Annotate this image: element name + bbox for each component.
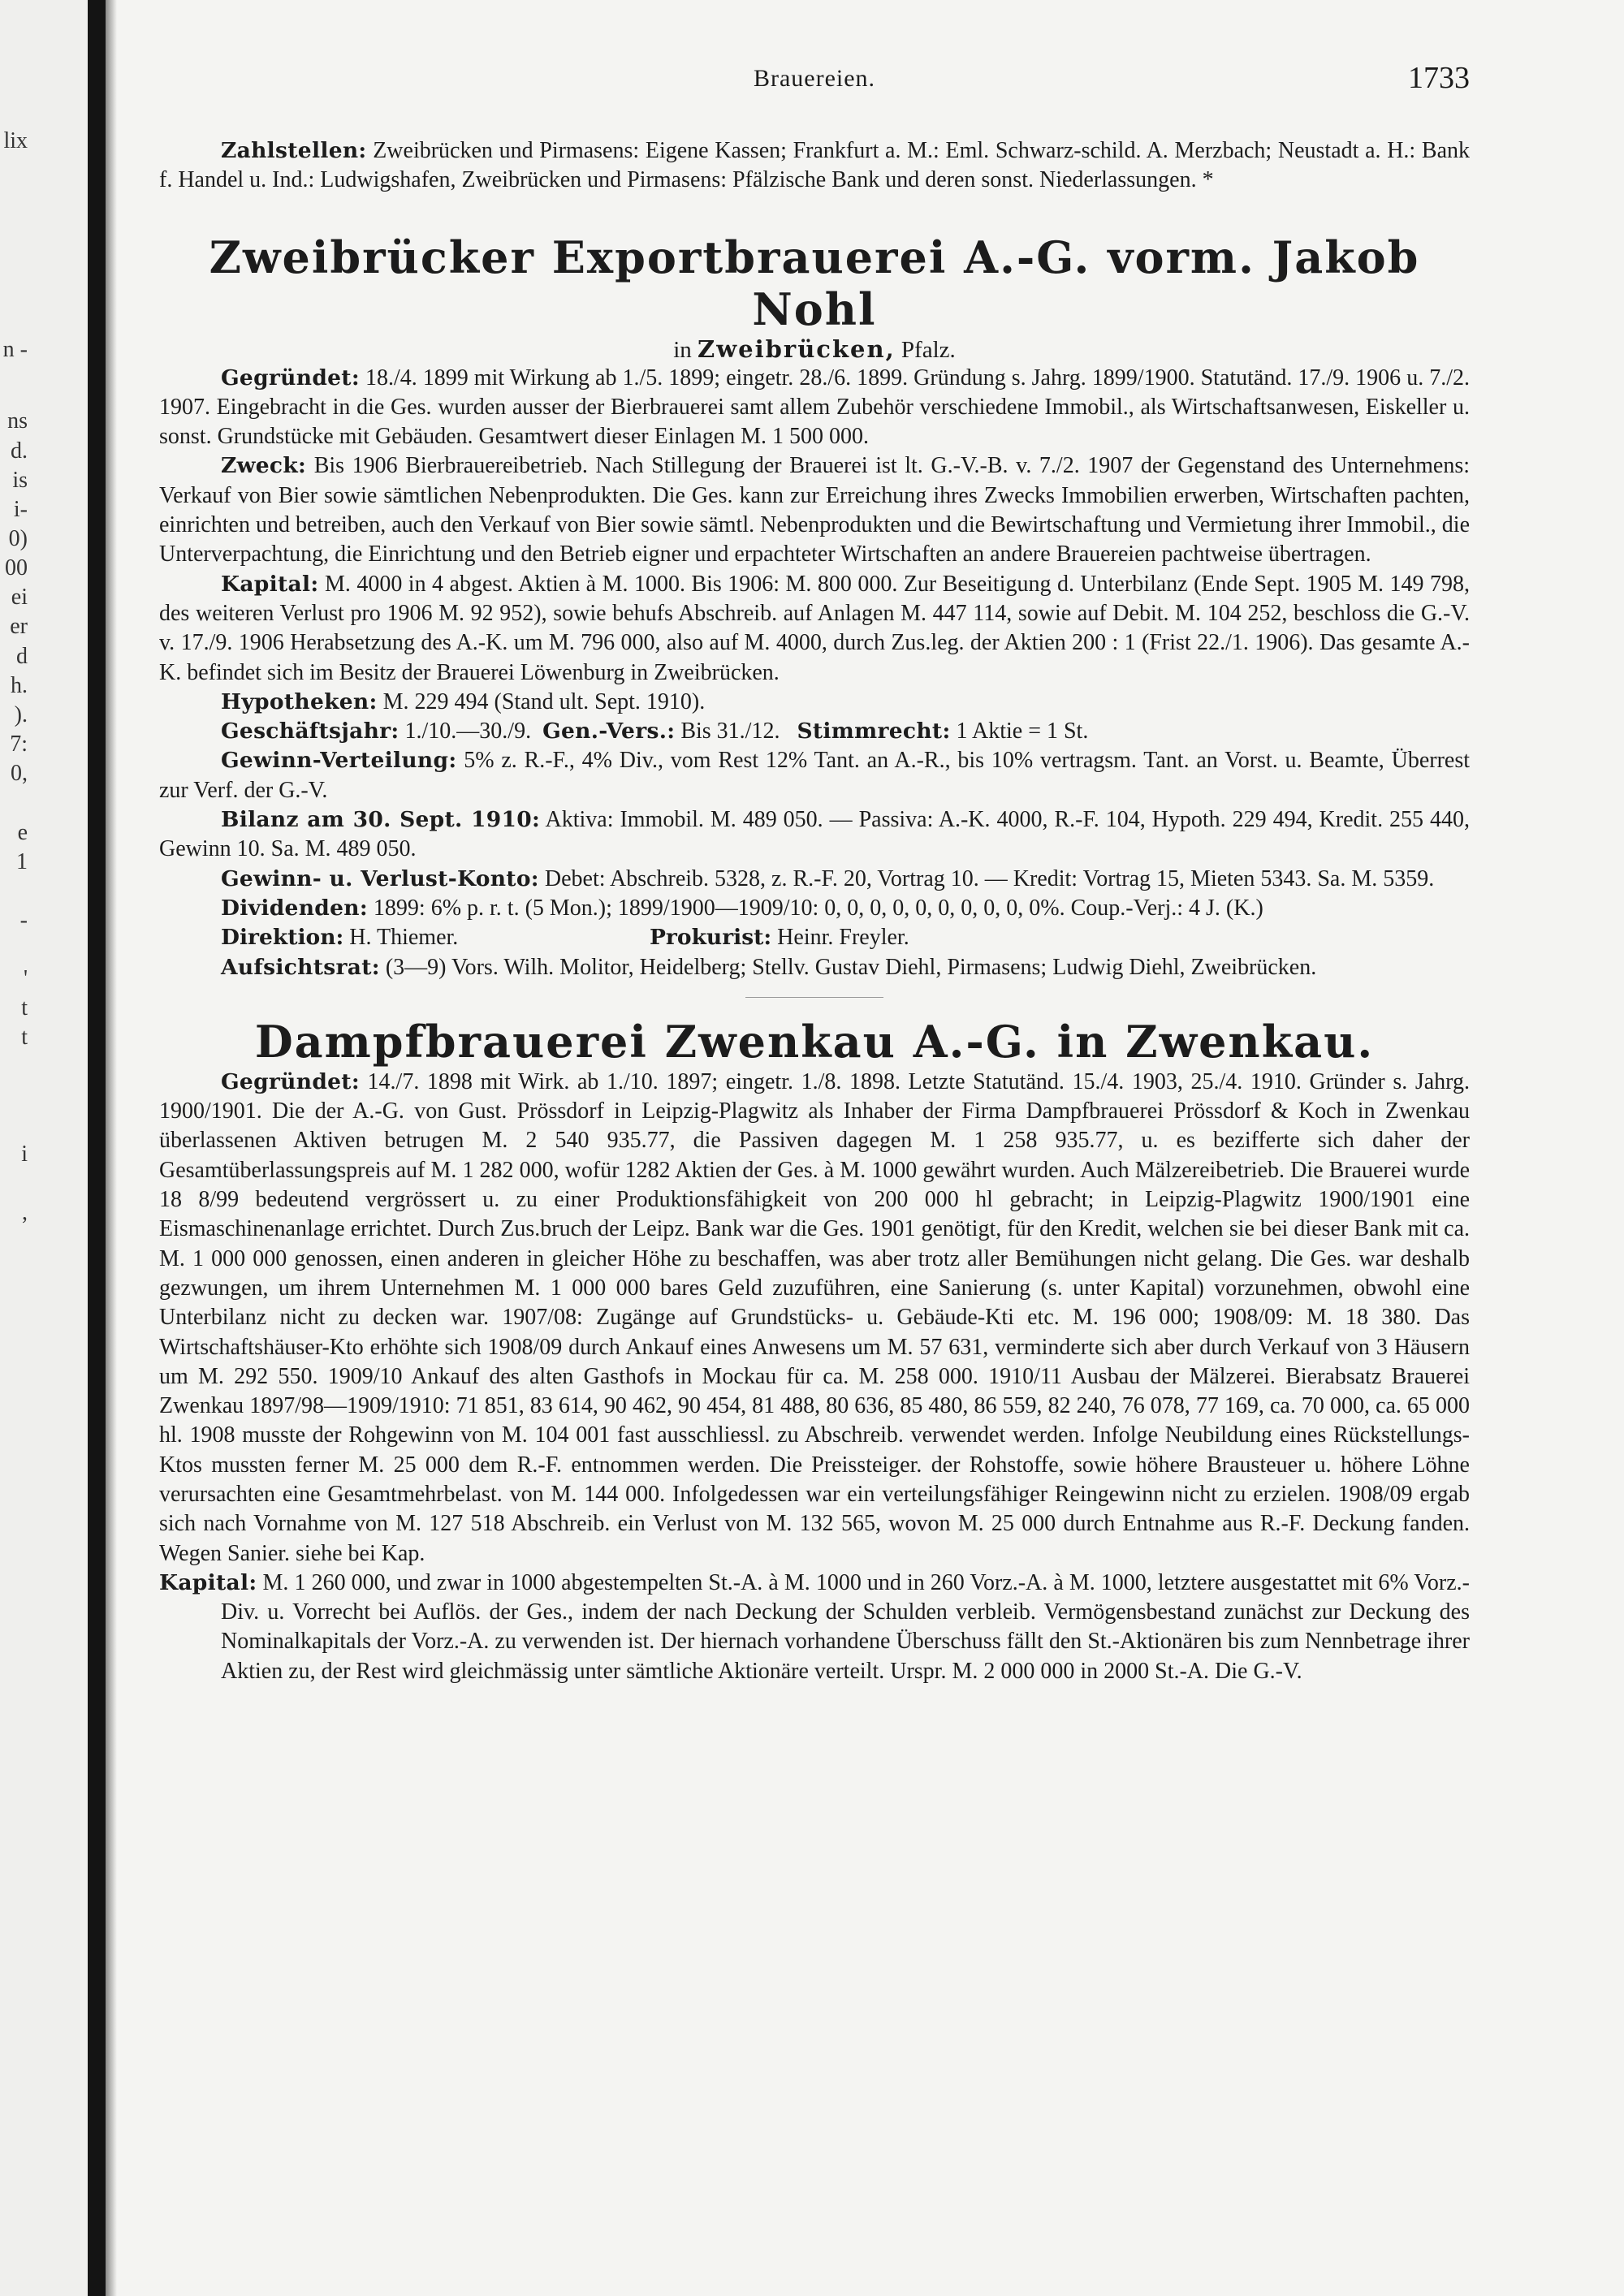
prokurist-column [650,923,909,952]
entry-label: Dividenden: [221,895,368,921]
entry-label: Stimmrecht: [797,719,951,744]
entry-label: Gegründet: [221,365,360,391]
direktion-column [221,923,650,952]
entry-text: 14./7. 1898 mit Wirk. ab 1./10. 1897; eingetr. 1./8. 1898. Letzte Statutänd. 15./4. 1903, 25./4. 1910. Gründer s. Jahrg. 1900/1901. Die der A.-G. von Gust. Prössdorf in Leipzig-Plagwitz als Inhaber der Firma Dampfbrauerei Prössdorf & Koch in Zwenkau überlassenen Aktiven betrugen M. 2 540 935.77, die Passiven dagegen M. 1 258 935.77, u. es bezifferte sich daher der Gesamtüberlassungspreis auf M. 1 282 000, wofür 1282 Aktien der Ges. à M. 1000 gewährt wurden. Auch Mälzereibetrieb. Die Brauerei wurde 18 8/99 bedeutend vergrössert u. zu einer Produktionsfähigkeit von 200 000 hl gebracht; in Leipzig-Plagwitz 1900/1901 eine Eismaschinenanlage errichtet. Durch Zus.bruch der Leipz. Bank war die Ges. 1901 genötigt, für den Kredit, welchen sie bei dieser Bank mit ca. M. 1 000 000 genossen, einen anderen in gleicher Höhe zu beschaffen, was aber trotz aller Bemühungen nicht gelang. Die Ges. war deshalb gezwungen, um ihrem Unternehmen M. 1 000 000 bares Geld zuzuführen, eine Sanierung (s. unter Kapital) vorzunehmen, obwohl eine Unterbilanz nicht zu decken war. 1907/08: Zugänge auf Grundstücks- u. Gebäude-Kti etc. M. 196 000; 1908/09: M. 18 380. Das Wirtschaftshäuser-Kto erhöhte sich 1908/09 durch Ankauf eines Anwesens um M. 57 631, verminderte sich aber durch Verkauf von 3 Häusern um M. 292 550. 1909/10 Ankauf des alten Gasthofs in Mockau für ca. M. 258 000. 1910/11 Ausbau der Mälzerei. Bierabsatz Brauerei Zwenkau 1897/98—1909/1910: 71 851, 83 614, 90 462, 90 454, 81 488, 80 636, 85 480, 86 559, 82 240, 76 078, 77 169, ca. 70 000, ca. 65 000 hl. 1908 musste der Rohgewinn von M. 104 001 fast ausschliessl. zu Abschreib. verwendet werden. Infolge Neubildung eines Rückstellungs-Ktos mussten ferner M. 25 000 dem R.-F. entnommen werden. Die Preissteiger. der Rohstoffe, sowie höhere Brausteuer u. höhere Löhne verursachten eine Gesamtmehrbelast. von M. 144 000. Infolgedessen war ein verteilungsfähiger Reingewinn nicht zu erzielen. 1908/09 ergab sich nach Vornahme von M. 127 518 Abschreib. ein Verlust von M. 132 565, wovon M. 25 000 durch Entnahme aus R.-F. Deckung fanden. Wegen Sanier. siehe bei Kap. [159,1068,1470,1566]
running-head [159,61,1470,101]
margin-fragment: d. [11,438,28,464]
gegruendet-entry [159,364,1470,452]
entry-label: Kapital: [221,571,319,597]
entry-label: Gewinn- u. Verlust-Konto: [221,865,539,891]
entry-text: M. 4000 in 4 abgest. Aktien à M. 1000. Bis 1906: M. 800 000. Zur Beseitigung d. Unterbilanz (Ende Sept. 1905 M. 149 798, des weiteren Verlust pro 1906 M. 92 952), sowie behufs Abschreib. auf Anlagen M. 447 114, sowie auf Debit. M. 104 252, beschloss die G.-V. v. 17./9. 1906 Herabsetzung des A.-K. um M. 796 000, also auf M. 4000, durch Zus.leg. der Aktien 200 : 1 (Frist 22./1. 1906). Das gesamte A.-K. befindet sich im Besitz der Brauerei Löwenburg in Zweibrücken. [159,571,1470,685]
entry-label: Gegründet: [221,1068,360,1094]
entry-label: Kapital: [159,1569,257,1595]
company-title: Zweibrücker Exportbrauerei A.-G. vorm. Jakob Nohl [209,231,1420,335]
page-number: 1733 [1408,61,1470,95]
running-title: Brauereien. [753,65,876,92]
entry-text: 1899: 6% p. r. t. (5 Mon.); 1899/1900—1909/10: 0, 0, 0, 0, 0, 0, 0, 0, 0, 0%. Coup.-Verj.: 4 J. (K.) [367,895,1263,921]
entry-text: Bis 31./12. [675,719,780,744]
margin-fragment: d [16,644,28,669]
entry-text: H. Thiemer. [343,925,459,951]
entry-text: 18./4. 1899 mit Wirkung ab 1./5. 1899; eingetr. 28./6. 1899. Gründung s. Jahrg. 1899/1900. Statutänd. 17./9. 1906 u. 7./2. 1907. Eingebracht in die Ges. wurden ausser der Bierbrauerei samt allem Zubehör verschiedene Immobil., als Wirtschaftsanwesen, Eiskeller u. sonst. Grundstücke mit Gebäuden. Gesamtwert dieser Einlagen M. 1 500 000. [159,365,1470,450]
entry-text: M. 1 260 000, und zwar in 1000 abgestempelten St.-A. à M. 1000 und in 260 Vorz.-A. à M. 1000, letztere ausgestattet mit 6% Vorz.-Div. u. Vorrecht bei Auflös. der Ges., indem der nach Deckung der Schulden verbleib. Vermögensbestand zunächst zur Deckung des Nominalkapitals der Vorz.-A. zu verwenden ist. Der hiernach vorhandene Überschuss fällt den St.-Aktionären bis zum Nennbetrage ihrer Aktien zu, der Rest wird gleichmässig unter sämtliche Aktionäre verteilt. Urspr. M. 2 000 000 in 2000 St.-A. Die G.-V. [221,1569,1470,1684]
location-place: Zweibrücken, [698,334,896,363]
dividenden-entry [159,894,1470,923]
gewinnverteilung-entry [159,746,1470,805]
company-title: Dampfbrauerei Zwenkau A.-G. in Zwenkau. [254,1015,1375,1068]
binding-shadow [106,0,117,2296]
entry-text: 1 Aktie = 1 St. [950,719,1089,744]
entry-label: Bilanz am 30. Sept. 1910: [221,807,541,833]
geschaeftsjahr-entry [159,717,1470,746]
bilanz-entry [159,805,1470,865]
entry-label: Zweck: [221,453,307,479]
entry-label: Gewinn-Verteilung: [221,748,457,774]
kapital-entry [159,570,1470,688]
margin-fragment: is [12,468,28,493]
margin-fragment: 0) [8,526,28,551]
margin-fragment: i [21,1142,28,1167]
zweck-entry [159,451,1470,569]
guv-entry [159,865,1470,894]
entry-text: 5% z. R.-F., 4% Div., vom Rest 12% Tant. an A.-R., bis 10% vertragsm. Tant. an Vorst. u. Beamte, Überrest zur Verf. der G.-V. [159,748,1470,803]
margin-fragment: i- [13,497,28,522]
entry-text: Aktiva: Immobil. M. 489 050. — Passiva: A.-K. 4000, R.-F. 104, Hypoth. 229 494, Kredit. 255 440, Gewinn 10. Sa. M. 489 050. [159,807,1471,862]
margin-fragment: e [17,820,28,845]
margin-fragment: 1 [16,849,28,874]
entry-text: 1./10.—30./9. [399,719,532,744]
margin-fragment: 0, [11,761,28,786]
entry-label: Hypotheken: [221,688,378,714]
entry-label: Zahlstellen: [221,138,367,163]
location-suffix: Pfalz. [895,336,956,363]
entry-label: Direktion: [221,925,344,951]
aufsichtsrat-entry [159,953,1470,982]
margin-fragment: 00 [5,555,28,580]
margin-fragment: lix [3,128,28,153]
margin-fragment: ' [23,966,28,991]
margin-fragment: er [10,614,28,639]
margin-fragment: ns [7,408,28,434]
hypotheken-entry [159,688,1470,717]
gegruendet-entry [159,1068,1470,1569]
margin-fragment: n - [2,337,28,362]
entry-label: Aufsichtsrat: [221,954,380,980]
entry-label: Geschäftsjahr: [221,719,400,744]
entry-text: M. 229 494 (Stand ult. Sept. 1910). [377,688,706,714]
entry-text: (3—9) Vors. Wilh. Molitor, Heidelberg; Stellv. Gustav Diehl, Pirmasens; Ludwig Diehl, Zweibrücken. [379,954,1317,980]
margin-fragment: t [21,1025,28,1050]
kapital-entry [159,1569,1470,1686]
entry-label: Prokurist: [650,925,772,951]
margin-fragment: ei [11,585,28,610]
margin-fragment: , [22,1200,28,1225]
margin-fragment: 7: [10,732,28,757]
page-body [159,136,1470,1686]
book-binding-edge [88,0,106,2296]
margin-fragment: ). [14,702,28,727]
entry-label: Gen.-Vers.: [542,719,676,744]
entry-text: Debet: Abschreib. 5328, z. R.-F. 20, Vortrag 10. — Kredit: Vortrag 15, Mieten 5343. Sa. M. 5359. [538,865,1435,891]
entry-text: Zweibrücken und Pirmasens: Eigene Kassen; Frankfurt a. M.: Eml. Schwarz-schild. A. Merzbach; Neustadt a. H.: Bank f. Handel u. Ind.: Ludwigshafen, Zweibrücken und Pirmasens: Pfälzische Bank und deren sonst. Niederlassungen. * [159,138,1470,193]
location-prefix: in [673,336,698,363]
margin-fragment: h. [11,673,28,698]
company-location [159,335,1470,364]
direktion-entry [159,923,1470,952]
entry-text: Bis 1906 Bierbrauereibetrieb. Nach Stillegung der Brauerei ist lt. G.-V.-B. v. 7./2. 1907 der Gegenstand des Unternehmens: Verkauf von Bier sowie sämtlichen Nebenprodukten. Die Ges. kann zur Erreichung ihres Zwecks Immobilien erwerben, Wirtschaften pachten, einrichten und betreiben, auch den Verkauf von Bier sowie sämtl. Nebenprodukten und die Bewirtschaftung und Vermietung ihrer Immobil., die Unterverpachtung, die Einrichtung und den Betrieb eigner und erpachteter Wirtschaften an andere Brauereien pachtweise übertragen. [159,453,1470,568]
margin-fragment: - [19,908,28,933]
entry-text: Heinr. Freyler. [771,925,909,951]
margin-fragment: t [21,995,28,1021]
zahlstellen-entry [159,136,1470,196]
